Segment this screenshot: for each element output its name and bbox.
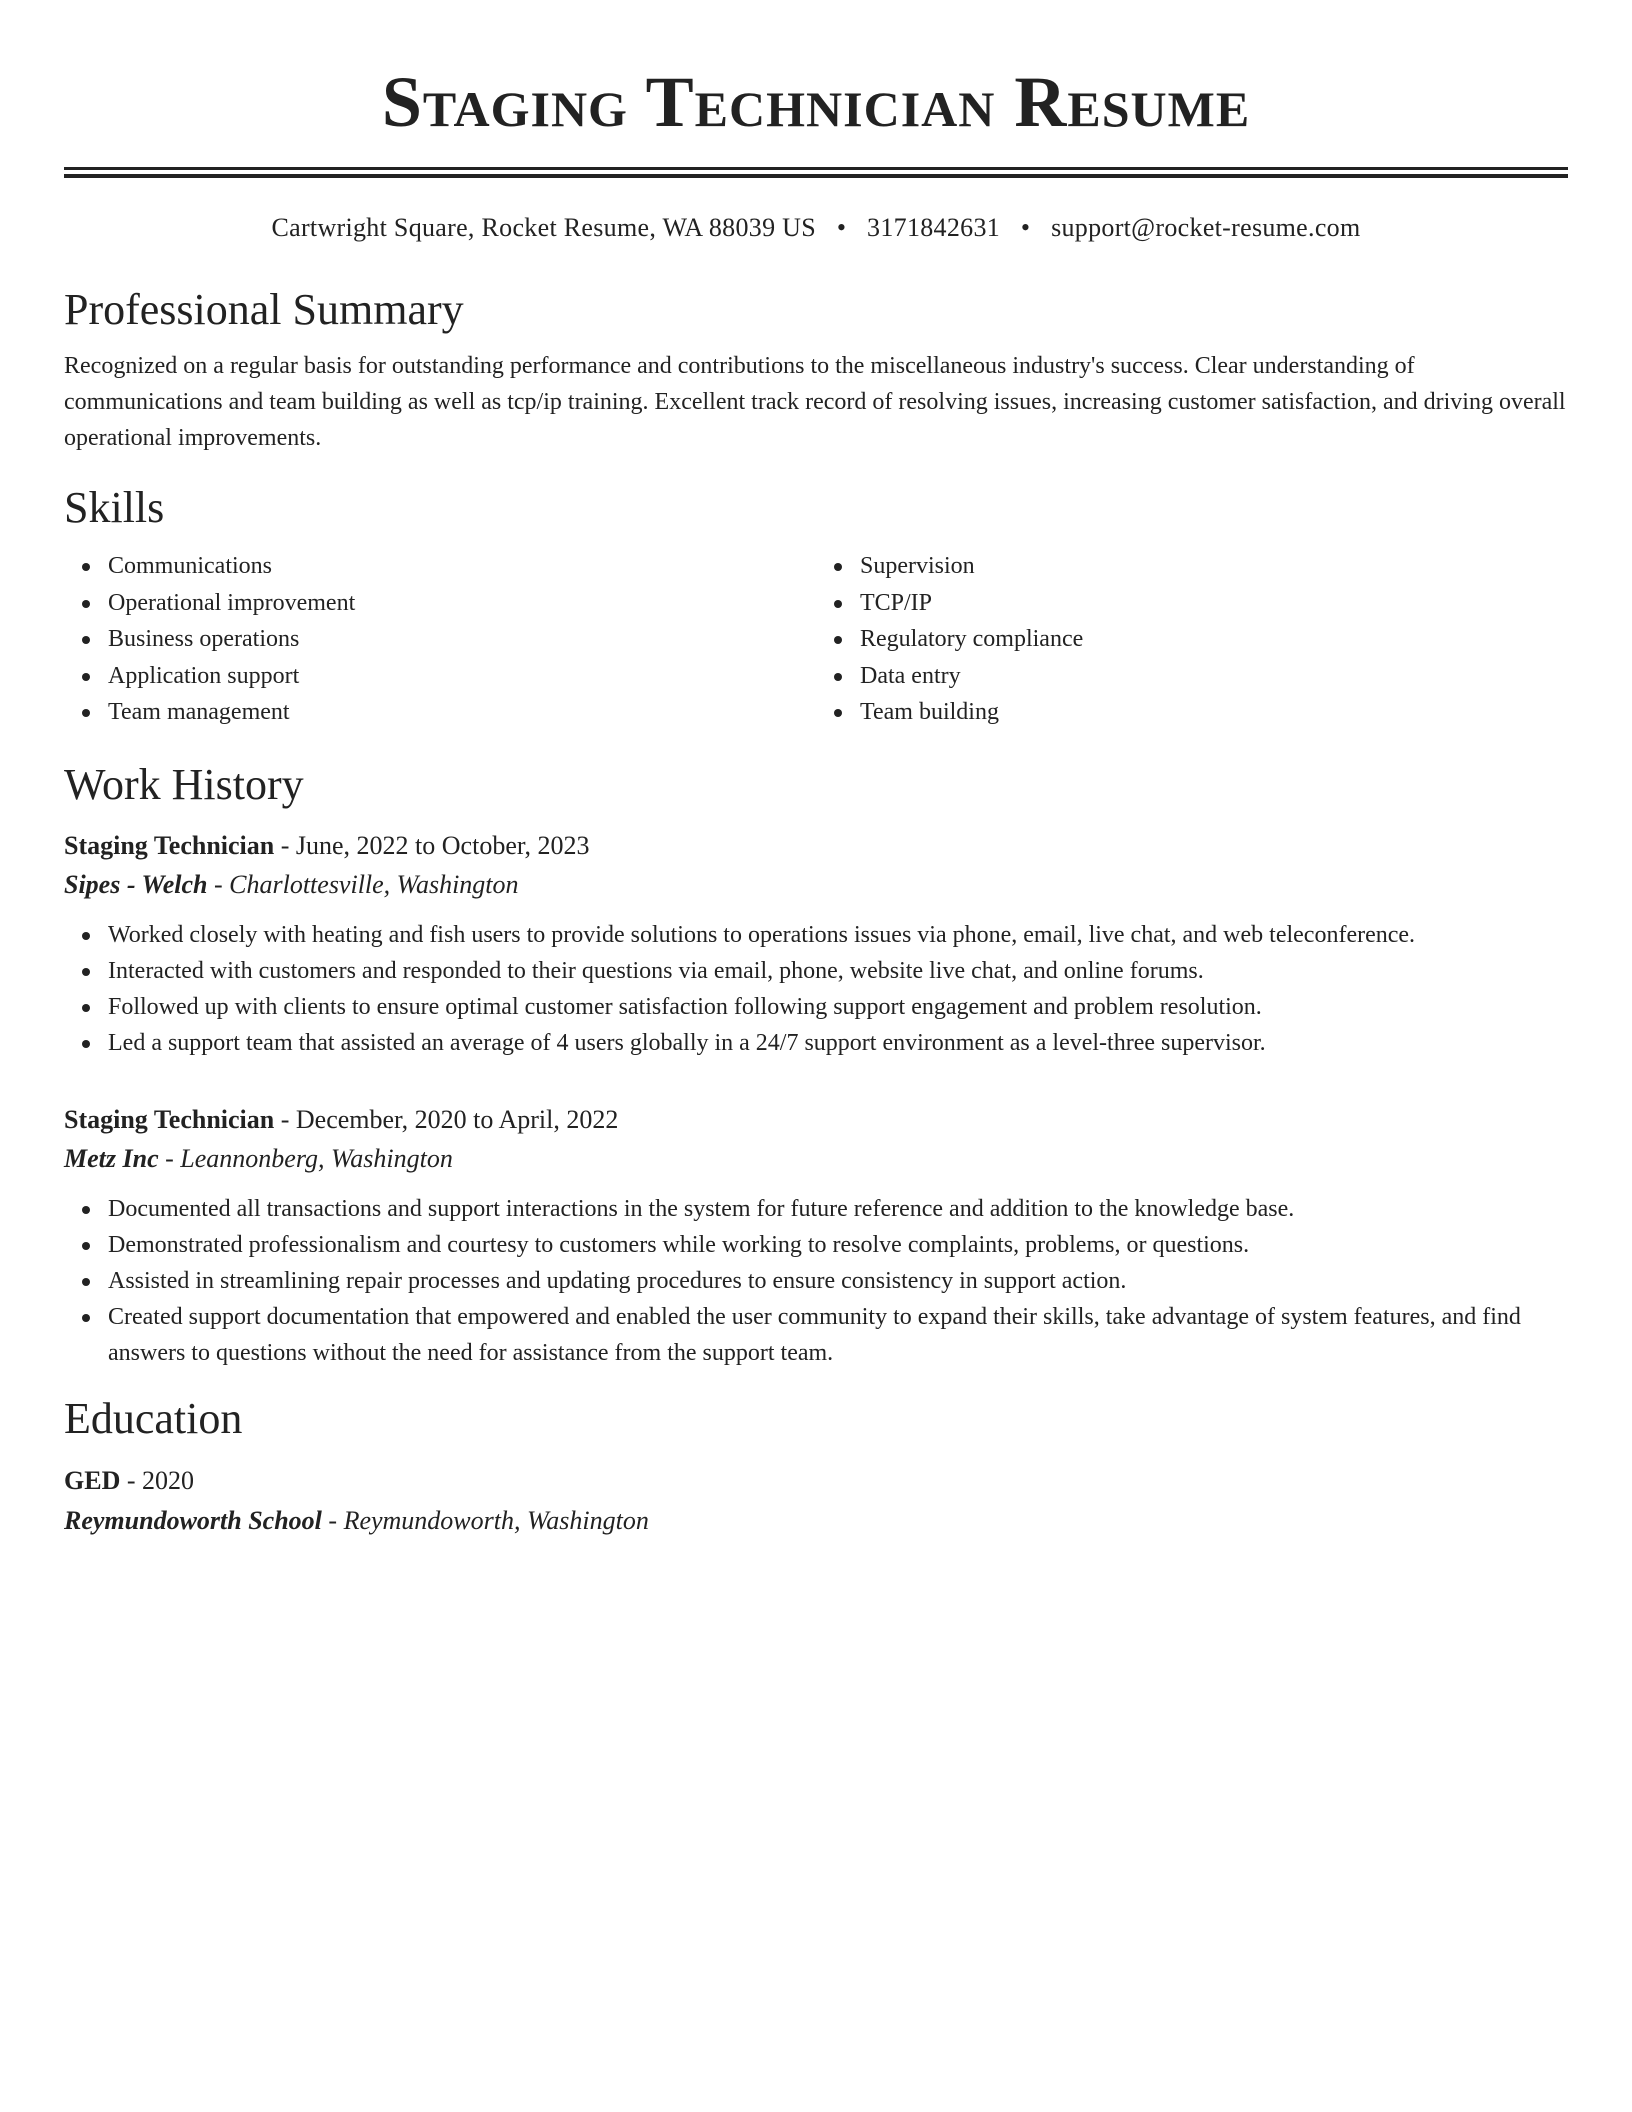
- education-location: - Reymundoworth, Washington: [321, 1505, 649, 1535]
- job-duty-item: Assisted in streamlining repair processes and updating procedures to ensure consistency in support action.: [108, 1263, 1568, 1299]
- contact-line: [64, 212, 1568, 244]
- job-duty-item: Documented all transactions and support interactions in the system for future reference and addition to the knowledge base.: [108, 1191, 1568, 1227]
- title-divider-top: [64, 167, 1568, 170]
- skill-item: Team management: [108, 694, 816, 731]
- job-role: Staging Technician: [64, 830, 275, 860]
- job-role: Staging Technician: [64, 1104, 275, 1134]
- job-duty-item: Followed up with clients to ensure optimal customer satisfaction following support engagement and problem resolution.: [108, 989, 1568, 1025]
- job-employer: [64, 1139, 1568, 1179]
- skill-item: Team building: [860, 694, 1568, 731]
- resume-title: Staging Technician Resume: [381, 62, 1251, 142]
- job-duty-item: Led a support team that assisted an average of 4 users globally in a 24/7 support environment as a level-three supervisor.: [108, 1025, 1568, 1061]
- job-header: [64, 1101, 1568, 1139]
- skill-item: Business operations: [108, 621, 816, 658]
- job-duties: [64, 1191, 1568, 1371]
- skill-item: TCP/IP: [860, 585, 1568, 622]
- skill-item: Supervision: [860, 548, 1568, 585]
- job-entry: [64, 1101, 1568, 1371]
- contact-phone: 3171842631: [867, 213, 1001, 242]
- skill-item: Operational improvement: [108, 585, 816, 622]
- job-location: - Charlottesville, Washington: [207, 869, 519, 899]
- job-dates: - December, 2020 to April, 2022: [274, 1104, 619, 1134]
- job-dates: - June, 2022 to October, 2023: [274, 830, 590, 860]
- education-heading: Education: [64, 1393, 243, 1443]
- summary-text: Recognized on a regular basis for outstanding performance and contributions to the miscellaneous industry's success. Clear understanding of communications and team building as well as tcp/ip training. Excellent track record of resolving issues, increasing customer satisfaction, and driving overall operational improvements.: [64, 353, 1566, 451]
- job-duties: [64, 917, 1568, 1061]
- contact-address: Cartwright Square, Rocket Resume, WA 88039 US: [271, 213, 817, 242]
- job-entry: [64, 827, 1568, 1061]
- contact-separator: •: [836, 213, 847, 242]
- job-duty-item: Demonstrated professionalism and courtesy to customers while working to resolve complaints, problems, or questions.: [108, 1227, 1568, 1263]
- skill-item: Data entry: [860, 658, 1568, 695]
- skills-column-right: [816, 548, 1568, 731]
- job-company: Sipes - Welch: [64, 869, 208, 899]
- job-employer: [64, 865, 1568, 905]
- education-school: Reymundoworth School: [64, 1505, 322, 1535]
- contact-email: support@rocket-resume.com: [1051, 213, 1361, 242]
- work-history-heading: Work History: [64, 759, 304, 809]
- contact-separator: •: [1020, 213, 1031, 242]
- job-duty-item: Worked closely with heating and fish users to provide solutions to operations issues via phone, email, live chat, and web teleconference.: [108, 917, 1568, 953]
- skill-item: Regulatory compliance: [860, 621, 1568, 658]
- skill-item: Communications: [108, 548, 816, 585]
- job-duty-item: Interacted with customers and responded to their questions via email, phone, website live chat, and online forums.: [108, 953, 1568, 989]
- skills-list: [64, 548, 1568, 731]
- education-year: - 2020: [120, 1465, 195, 1495]
- education-header: [64, 1461, 1568, 1501]
- summary-heading: Professional Summary: [64, 285, 464, 334]
- job-duty-item: Created support documentation that empowered and enabled the user community to expand their skills, take advantage of system features, and find answers to questions without the need for assistance from the support team.: [108, 1299, 1568, 1371]
- job-header: [64, 827, 1568, 865]
- skill-item: Application support: [108, 658, 816, 695]
- skills-heading: Skills: [64, 483, 165, 532]
- title-divider-bottom: [64, 174, 1568, 178]
- education-degree: GED: [64, 1465, 121, 1495]
- education-institution: [64, 1501, 1568, 1541]
- job-location: - Leannonberg, Washington: [158, 1143, 453, 1173]
- job-company: Metz Inc: [64, 1143, 159, 1173]
- skills-column-left: [64, 548, 816, 731]
